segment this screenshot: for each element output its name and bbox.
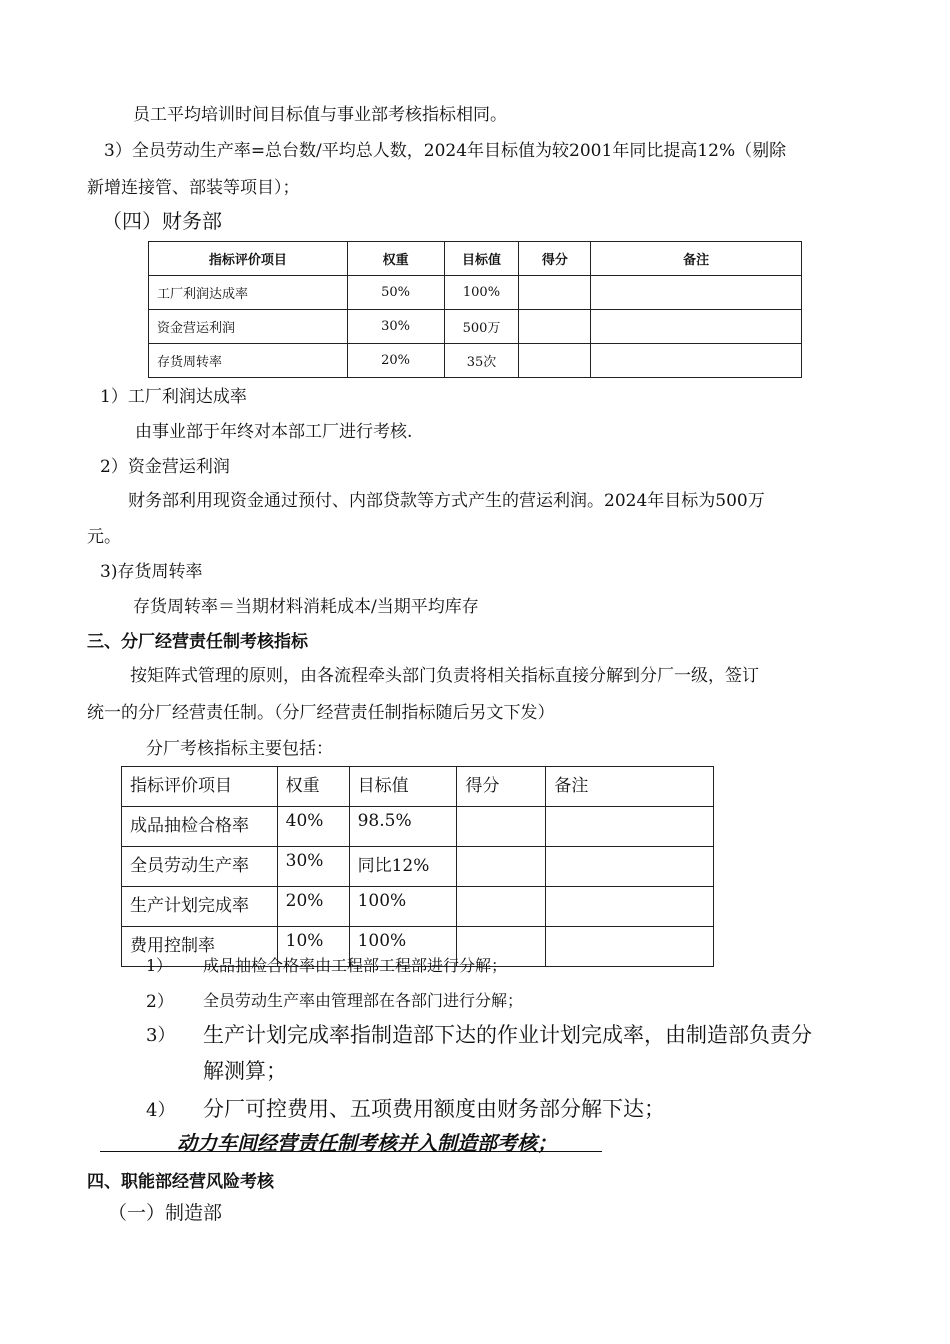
header-cell: 权重 <box>347 242 444 276</box>
table-cell: 成品抽检合格率 <box>122 807 278 847</box>
table-row <box>122 807 714 847</box>
table-cell: 50% <box>347 276 444 310</box>
paragraph: 由事业部于年终对本部工厂进行考核. <box>135 422 413 442</box>
table-cell: 100% <box>349 927 457 967</box>
table-cell: 30% <box>347 310 444 344</box>
header-cell: 指标评价项目 <box>122 767 278 807</box>
list-number: 1） <box>146 956 173 975</box>
table-row <box>149 344 802 378</box>
header-cell: 备注 <box>546 767 714 807</box>
paragraph: 新增连接管、部装等项目）； <box>87 178 300 198</box>
table-cell: 生产计划完成率 <box>122 887 278 927</box>
note-heading: 动力车间经营责任制考核并入制造部考核； <box>177 1131 557 1155</box>
item-title: 3)存货周转率 <box>100 562 203 582</box>
table-row <box>149 276 802 310</box>
table-cell: 98.5% <box>349 807 457 847</box>
paragraph: 3）全员劳动生产率=总台数/平均总人数，2024年目标值为较2001年同比提高12%（剔除 <box>104 141 787 161</box>
header-cell: 权重 <box>277 767 349 807</box>
table-cell: 全员劳动生产率 <box>122 847 278 887</box>
table-cell: 10% <box>277 927 349 967</box>
table-cell <box>591 310 802 344</box>
table-cell: 40% <box>277 807 349 847</box>
paragraph: 元。 <box>87 527 121 547</box>
paragraph: 员工平均培训时间目标值与事业部考核指标相同。 <box>133 105 507 125</box>
finance-table <box>148 241 802 378</box>
table-cell: 30% <box>277 847 349 887</box>
table-cell <box>519 276 591 310</box>
table-cell <box>546 927 714 967</box>
branch-table <box>121 766 714 967</box>
table-cell <box>591 276 802 310</box>
table-cell <box>457 887 546 927</box>
table-cell: 20% <box>347 344 444 378</box>
table-cell: 同比12% <box>349 847 457 887</box>
table-cell: 35次 <box>444 344 519 378</box>
table-cell: 费用控制率 <box>122 927 278 967</box>
table-cell: 100% <box>349 887 457 927</box>
section-heading: 三、分厂经营责任制考核指标 <box>87 632 308 652</box>
list-item: 全员劳动生产率由管理部在各部门进行分解； <box>203 991 524 1010</box>
table-cell <box>546 847 714 887</box>
table-cell: 500万 <box>444 310 519 344</box>
item-title: 2）资金营运利润 <box>100 457 230 477</box>
table-cell <box>519 310 591 344</box>
table-cell: 100% <box>444 276 519 310</box>
item-title: 1）工厂利润达成率 <box>100 387 247 407</box>
list-item: 成品抽检合格率由工程部工程部进行分解； <box>203 956 508 975</box>
subsection-title: （一）制造部 <box>108 1202 223 1224</box>
list-number: 2） <box>146 992 174 1012</box>
table-cell: 20% <box>277 887 349 927</box>
paragraph: 存货周转率＝当期材料消耗成本/当期平均库存 <box>133 597 479 617</box>
table-header-row <box>122 767 714 807</box>
list-number: 4） <box>146 1100 176 1121</box>
table-cell <box>457 807 546 847</box>
table-header-row <box>149 242 802 276</box>
header-cell: 得分 <box>457 767 546 807</box>
list-item-continued: 解测算； <box>203 1059 287 1083</box>
header-cell: 得分 <box>519 242 591 276</box>
table-row <box>149 310 802 344</box>
table-cell <box>591 344 802 378</box>
paragraph: 统一的分厂经营责任制。（分厂经营责任制指标随后另文下发） <box>87 703 555 723</box>
header-cell: 备注 <box>591 242 802 276</box>
table-cell: 资金营运利润 <box>149 310 348 344</box>
table-row <box>122 887 714 927</box>
table-cell <box>546 887 714 927</box>
header-cell: 目标值 <box>444 242 519 276</box>
list-number: 3） <box>146 1025 176 1046</box>
table-cell <box>519 344 591 378</box>
section-heading: 四、职能部经营风险考核 <box>87 1172 274 1192</box>
header-cell: 指标评价项目 <box>149 242 348 276</box>
table-cell <box>457 847 546 887</box>
header-cell: 目标值 <box>349 767 457 807</box>
list-item: 生产计划完成率指制造部下达的作业计划完成率，由制造部负责分 <box>203 1023 812 1047</box>
paragraph: 财务部利用现资金通过预付、内部贷款等方式产生的营运利润。2024年目标为500万 <box>128 491 765 511</box>
table-cell <box>546 807 714 847</box>
section-title: （四）财务部 <box>102 209 222 233</box>
table-cell: 工厂利润达成率 <box>149 276 348 310</box>
list-item: 分厂可控费用、五项费用额度由财务部分解下达； <box>203 1097 665 1121</box>
paragraph: 分厂考核指标主要包括： <box>146 739 333 759</box>
paragraph: 按矩阵式管理的原则，由各流程牵头部门负责将相关指标直接分解到分厂一级，签订 <box>130 666 759 686</box>
table-row <box>122 847 714 887</box>
table-cell: 存货周转率 <box>149 344 348 378</box>
